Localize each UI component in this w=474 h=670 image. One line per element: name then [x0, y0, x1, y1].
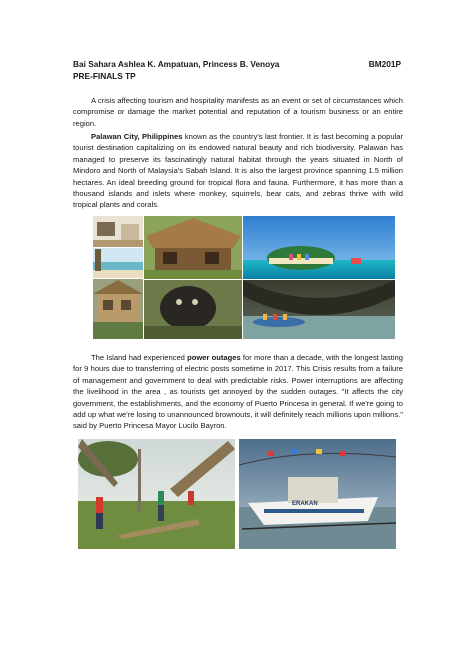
outrigger-boat-photo	[239, 439, 396, 549]
resort-room-photo	[93, 216, 143, 247]
underground-river-photo	[243, 280, 395, 339]
boat-name-label: ERAKAN	[292, 501, 318, 507]
paragraph-power-outages	[73, 352, 403, 432]
power-outage-photo-collage	[78, 439, 396, 549]
paragraph-crisis-definition	[73, 95, 403, 129]
document-subtitle: PRE-FINALS TP	[73, 71, 136, 81]
palawan-bold-lead: Palawan City, Philippines	[91, 132, 183, 141]
paragraph-3-pre: The Island had experienced	[91, 353, 188, 362]
power-outages-bold: power outages	[187, 353, 241, 362]
author-names: Bai Sahara Ashlea K. Ampatuan, Princess B. Venoya	[73, 59, 280, 69]
nipa-hut-photo	[144, 216, 242, 279]
cottage-photo	[93, 279, 143, 339]
paragraph-3-post: for more than a decade, with the longest lasting for 9 hours due to transferring of electric posts sometime in 2017. This Crisis results from a failure of management and government to deal with predictable risks. Power interruptions are affecting the livelihood in the area , as tourists get annoyed by the sudden outages. "It affects the city government, the establishments, and the economy of Puerto Princesa in general. If we're going to add up what we're losing to unannounced brownouts, it will definitely reach millions upon millions." said by Puerto Princesa Mayor Lucilo Bayron.	[73, 353, 403, 431]
fallen-tree-workers-photo	[78, 439, 235, 549]
paragraph-2-text: known as the country's last frontier. It is fast becoming a popular tourist destination capitalizing on its endowed natural beauty and rich biodiversity. Palawan has managed to preserve its fascinatingly natural habitat through the years situated in North of Mindoro and North of Malaysia's Sabah Island. It is also the largest province spanning 1.5 million hectares. An ideal breeding ground for tropical flora and fauna. Furthermore, it has more than a thousand islands and islets where monkey, squirrels, bear cats, and zebras thrive with wild tropical plants and corals.	[73, 132, 403, 210]
paragraph-palawan-intro	[73, 131, 403, 211]
course-code: BM201P	[368, 59, 401, 69]
palawan-photo-collage	[93, 216, 395, 339]
bearcat-photo	[144, 280, 242, 339]
beach-view-photo	[93, 248, 143, 278]
document-header	[73, 58, 403, 82]
paragraph-1-text: A crisis affecting tourism and hospitality manifests as an event or set of circumstances which compromise or damage the market potential and reputation of a tourism business or an entire region.	[73, 96, 403, 128]
tropical-island-photo	[243, 216, 395, 279]
